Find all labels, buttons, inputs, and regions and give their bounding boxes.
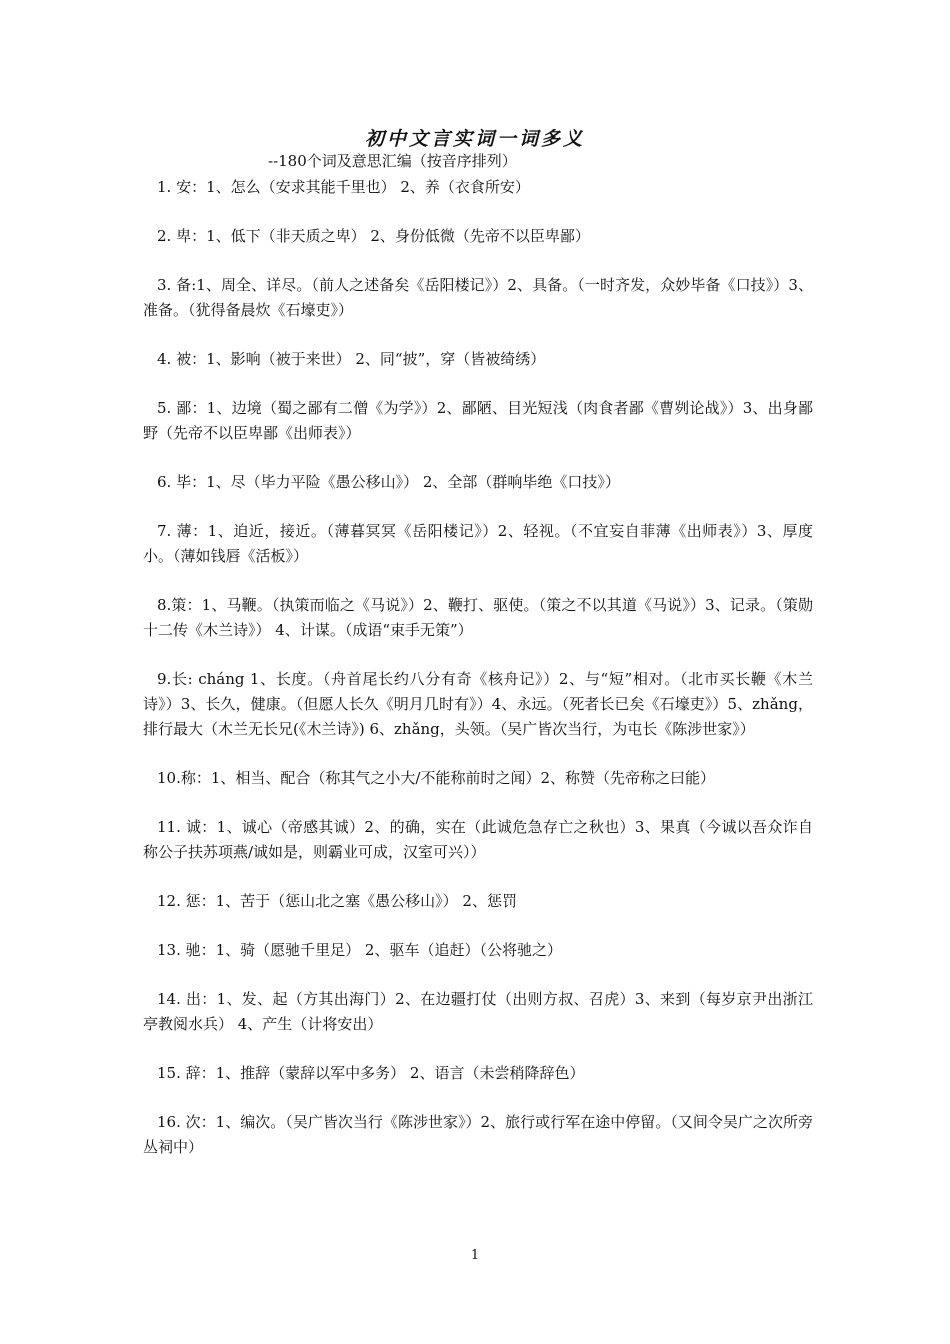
entry-list [143, 175, 813, 1184]
entry-4: 4. 被：1、影响（被于来世） 2、同“披”，穿（皆被绮绣） [157, 350, 546, 368]
entry-8: 8.策：1、马鞭。（执策而临之《马说》）2、鞭打、驱使。（策之不以其道《马说》）3、记录。（策勋十二传《木兰诗》） 4、计谋。（成语“束手无策”） [143, 596, 813, 639]
entry-2: 2. 卑：1、低下（非天质之卑） 2、身份低微（先帝不以臣卑鄙） [157, 227, 590, 245]
entry-12: 12. 惩：1、苦于（惩山北之塞《愚公移山》） 2、惩罚 [157, 892, 517, 910]
entry-7: 7. 薄：1、迫近，接近。（薄暮冥冥《岳阳楼记》）2、轻视。（不宜妄自菲薄《出师表》）3、厚度小。（薄如钱唇《活板》） [143, 522, 813, 565]
entry-1: 1. 安：1、怎么（安求其能千里也） 2、养（衣食所安） [157, 178, 530, 196]
entry-5: 5. 鄙：1、边境（蜀之鄙有二僧《为学》）2、鄙陋、目光短浅（肉食者鄙《曹刿论战》）3、出身鄙野（先帝不以臣卑鄙《出师表》） [143, 399, 813, 442]
page-number: 1 [470, 1248, 480, 1263]
entry-16: 16. 次：1、编次。（吴广皆次当行《陈涉世家》）2、旅行或行军在途中停留。（又间令吴广之次所旁丛祠中） [143, 1113, 813, 1156]
entry-11: 11. 诚：1、诚心（帝感其诚）2、的确，实在（此诚危急存亡之秋也）3、果真（今诚以吾众诈自称公子扶苏项燕/诚如是，则霸业可成，汉室可兴）） [143, 818, 813, 861]
document-subtitle: --180个词及意思汇编（按音序排列） [268, 152, 517, 170]
entry-3: 3. 备:1、周全、详尽。（前人之述备矣《岳阳楼记》）2、具备。（一时齐发，众妙毕备《口技》）3、准备。（犹得备晨炊《石壕吏》） [143, 276, 813, 319]
entry-6: 6. 毕：1、尽（毕力平险《愚公移山》） 2、全部（群响毕绝《口技》） [157, 473, 620, 491]
entry-13: 13. 驰：1、骑（愿驰千里足） 2、驱车（追赶）（公将驰之） [157, 941, 562, 959]
entry-10: 10.称：1、相当、配合（称其气之小大/不能称前时之闻）2、称赞（先帝称之曰能） [157, 769, 715, 787]
entry-14: 14. 出：1、发、起（方其出海门）2、在边疆打仗（出则方叔、召虎）3、来到（每岁京尹出浙江亭教阅水兵） 4、产生（计将安出） [143, 990, 813, 1033]
entry-15: 15. 辞：1、推辞（蒙辞以军中多务） 2、语言（未尝稍降辞色） [157, 1064, 585, 1082]
document-title: 初中文言实词一词多义 [364, 128, 585, 150]
entry-9: 9.长: cháng 1、长度。（舟首尾长约八分有奇《核舟记》）2、与“短”相对。（北市买长鞭《木兰诗》）3、长久，健康。（但愿人长久《明月几时有》）4、永远。（死者长已矣《石壕吏》）5、zhǎng，排行最大（木兰无长兄(《木兰诗》) 6、zhǎng，头领。（吴广皆次当行，为屯长《陈涉世家》） [143, 670, 813, 738]
